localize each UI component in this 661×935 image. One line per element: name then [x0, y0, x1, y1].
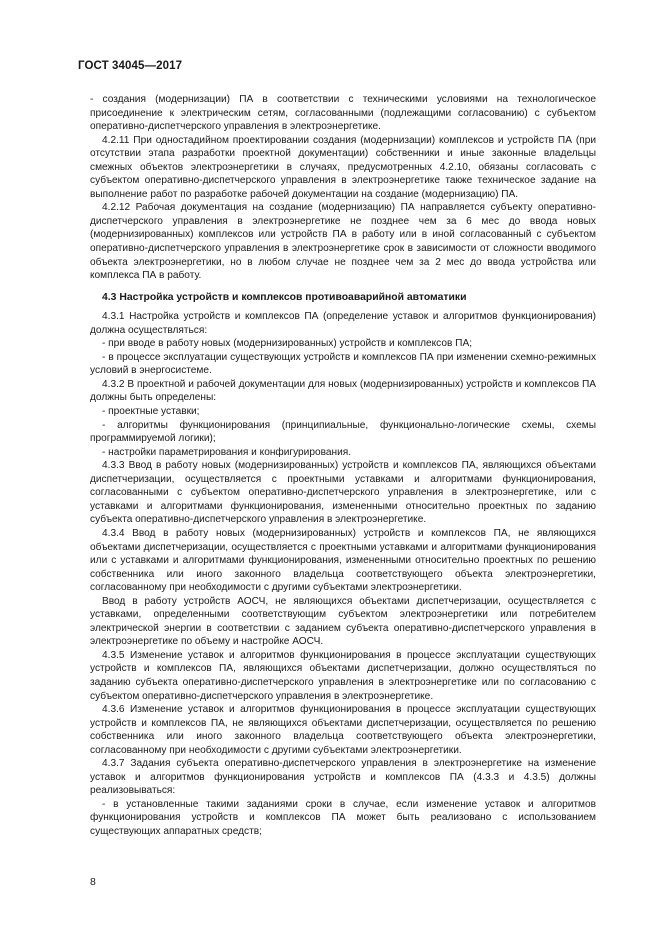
paragraph: - в процессе эксплуатации существующих устройств и комплексов ПА при изменении схемно-режимных условий в энергосистеме. — [90, 351, 596, 377]
paragraph: - настройки параметрирования и конфигурирования. — [102, 446, 352, 458]
paragraph: - при вводе в работу новых (модернизированных) устройств и комплексов ПА; — [102, 338, 473, 350]
paragraph: 4.2.11 При одностадийном проектировании создания (модернизации) комплексов и устройств ПА (при отсутствии этапа разработки проектной документации) собственники и иные законные владельцы смежных объектов электроэнергетики в случаях, предусмотренных 4.2.10, обязаны согласовать с субъектом оперативно-диспетчерского управления в электроэнергетике также техническое задание на выполнение работ по разработке рабочей документации на создание (модернизацию) ПА. — [90, 134, 596, 200]
page-number: 8 — [90, 876, 96, 888]
document-body — [90, 93, 596, 839]
paragraph: - создания (модернизации) ПА в соответствии с техническими условиями на технологическое присоединение к электрическим сетям, согласованными (подлежащими согласованию) с субъектом оперативно-диспетчерского управления в электроэнергетике. — [90, 94, 596, 133]
paragraph: 4.3.1 Настройка устройств и комплексов ПА (определение уставок и алгоритмов функционирования) должна осуществляться: — [90, 311, 596, 336]
paragraph: 4.3.3 Ввод в работу новых (модернизированных) устройств и комплексов ПА, являющихся объектами диспетчеризации, осуществляется с проектными уставками и алгоритмами функционирования, согласованными с субъектом оперативно-диспетчерского управления в электроэнергетике, или с уставками и алгоритмами функционирования, измененными относительно проектных по заданию субъекта оперативно-диспетчерского управления в электроэнергетике. — [90, 460, 596, 526]
paragraph: 4.3.5 Изменение уставок и алгоритмов функционирования в процессе эксплуатации существующих устройств и комплексов ПА, являющихся объектами диспетчеризации, должно осуществляться по заданию субъекта оперативно-диспетчерского управления в электроэнергетике или по согласованию с субъектом оперативно-диспетчерского управления в электроэнергетике. — [90, 649, 596, 702]
paragraph: Ввод в работу устройств АОСЧ, не являющихся объектами диспетчеризации, осуществляется с уставками, определенными соответствующим субъектом электроэнергетики или потребителем электрической энергии в соответствии с заданием субъекта оперативно-диспетчерского управления в электроэнергетике по объему и настройке АОСЧ. — [90, 595, 596, 648]
section-heading: 4.3 Настройка устройств и комплексов противоаварийной автоматики — [102, 291, 467, 303]
document-header: ГОСТ 34045—2017 — [78, 60, 183, 72]
paragraph: 4.3.2 В проектной и рабочей документации для новых (модернизированных) устройств и комплексов ПА должны быть определены: — [90, 378, 596, 404]
paragraph: - проектные уставки; — [102, 406, 200, 418]
paragraph: - алгоритмы функционирования (принципиальные, функционально-логические схемы, схемы программируемой логики); — [90, 419, 596, 445]
paragraph: 4.3.6 Изменение уставок и алгоритмов функционирования в процессе эксплуатации существующих устройств и комплексов ПА, не являющихся объектами диспетчеризации, осуществляется по решению собственника или иного законного владельца соответствующего объекта электроэнергетики, согласованному при необходимости с другими субъектами электроэнергетики. — [90, 704, 596, 756]
paragraph: 4.3.7 Задания субъекта оперативно-диспетчерского управления в электроэнергетике на изменение уставок и алгоритмов функционирования устройств и комплексов ПА (4.3.3 и 4.3.5) должны реализовываться: — [90, 758, 596, 797]
paragraph: - в установленные такими заданиями сроки в случае, если изменение уставок и алгоритмов функционирования устройств и комплексов ПА может быть реализовано с использованием существующих аппаратных средств; — [90, 798, 596, 837]
paragraph: 4.2.12 Рабочая документация на создание (модернизацию) ПА направляется субъекту оперативно-диспетчерского управления в электроэнергетике не позднее чем за 6 мес до ввода новых (модернизированных) комплексов или устройств ПА в работу или в иной согласованный с субъектом оперативно-диспетчерского управления в электроэнергетике срок в зависимости от сложности вводимого объекта электроэнергетики, но в любом случае не позднее чем за 2 мес до ввода устройства или комплекса ПА в работу. — [90, 202, 596, 282]
paragraph: 4.3.4 Ввод в работу новых (модернизированных) устройств и комплексов ПА, не являющихся объектами диспетчеризации, осуществляется с проектными уставками и алгоритмами функционирования или с уставками и алгоритмами функционирования, измененными относительно проектных по решению собственника или иного законного владельца соответствующего объекта электроэнергетики, согласованному при необходимости с другими субъектами электроэнергетики. — [90, 527, 596, 594]
